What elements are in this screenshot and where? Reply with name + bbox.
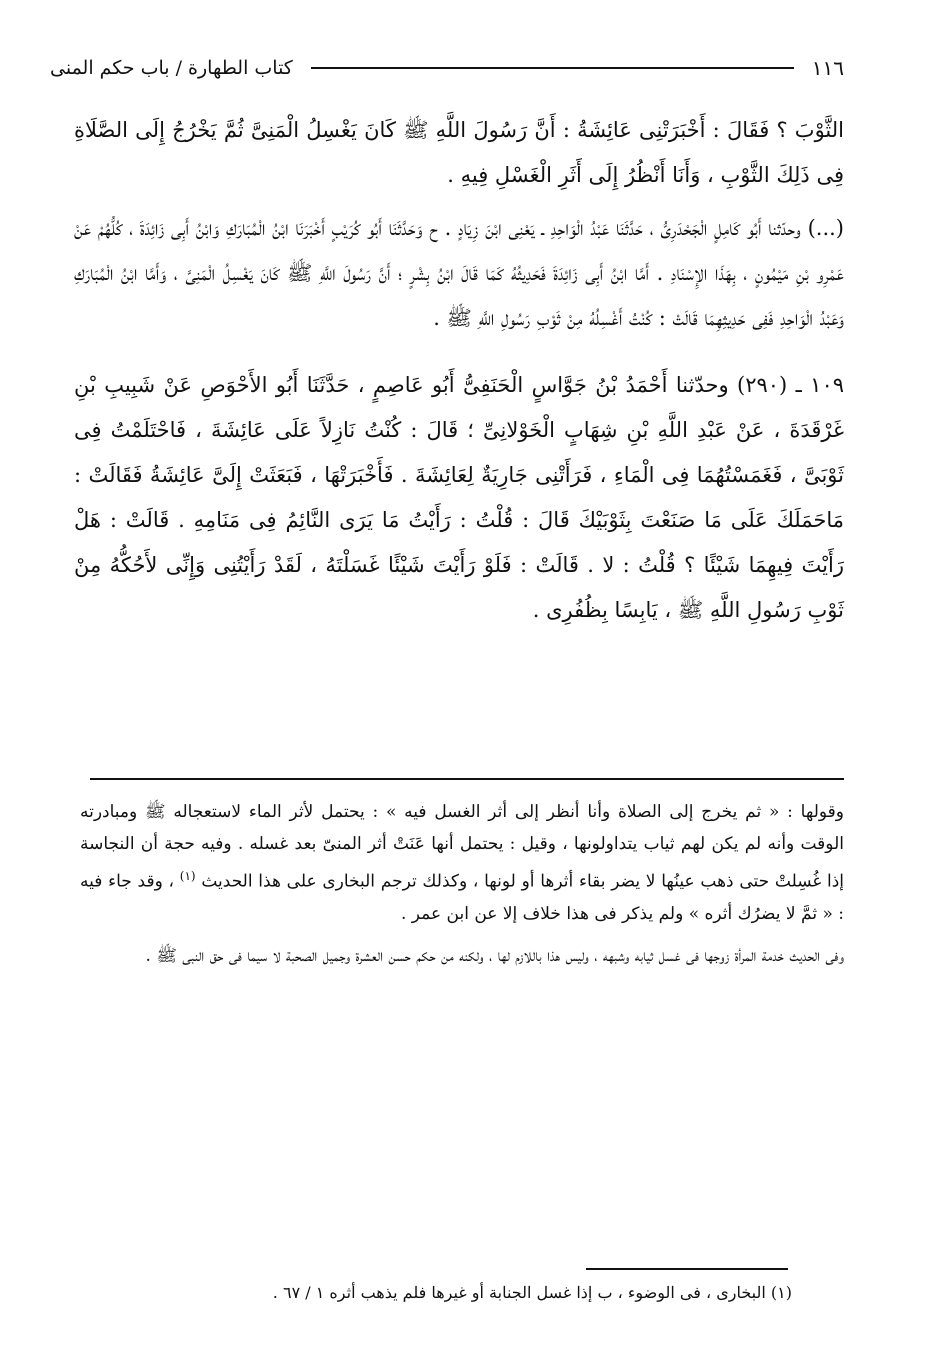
- hadith-text: [74, 108, 844, 633]
- commentary-text: ، وقد جاء فيه : « ثمَّ لا يضرُك أثره » ولم يذكر فى هذا خلاف إلا عن ابن عمر .: [80, 871, 844, 924]
- header-rule: [311, 67, 794, 69]
- commentary: [80, 796, 844, 972]
- footnote-rule: [586, 1268, 788, 1270]
- hadith-paragraph: الثَّوْبَ ؟ فَقَالَ : أَخْبَرَتْنِى عَائِشَةُ : أَنَّ رَسُولَ اللَّهِ ﷺ كَانَ يَغْسِلُ الْمَنِىَّ ثُمَّ يَخْرُجُ إِلَى الصَّلَاةِ فِى ذَلِكَ الثَّوْبِ ، وَأَنَا أَنْظُرُ إِلَى أَثَرِ الْغَسْلِ فِيهِ .: [74, 118, 844, 187]
- hadith-paragraph: (...) وحدّثنا أَبُو كَامِلٍ الْجَحْدَرِىُّ ، حَدَّثَنَا عَبْدُ الْوَاحِدِ ـ يَعْنِى ابْنَ زِيَادٍ . ح وَحَدَّثَنَا أَبُو كُرَيْبٍ أَخْبَرَنَا ابْنُ الْمُبَارَكِ وَابْنُ أَبِى زَائِدَةَ ، كُلُّهُمْ عَنْ عَمْرِو بْنِ مَيْمُونٍ ، بِهَذَا الإِسْنَادِ . أَمَّا ابْنُ أَبِى زَائِدَةَ فَحَدِيثُهُ كَمَا قَالَ ابْنُ بِشْرٍ ؛ أَنَّ رَسُولَ اللَّهِ ﷺ كَانَ يَغْسِلُ الْمَنِىَّ ، وَأَمَّا ابْنُ الْمُبَارَكِ وَعَبْدُ الْوَاحِدِ فَفِى حَدِيثِهِمَا قَالَتْ : كُنْتُ أَغْسِلُهُ مِنْ ثَوْبِ رَسُولِ اللَّهِ ﷺ .: [74, 216, 844, 330]
- commentary-text: وقولها : « ثم يخرج إلى الصلاة وأنا أنظر إلى أثر الغسل فيه » : يحتمل لأثر الماء لاستعجاله ﷺ ومبادرته الوقت وأنه لم يكن لهم ثياب يتداولونها ، وقيل : يحتمل أنها عَنَتْ أثر المنىّ بعد غسله . وفيه حجة أن النجاسة إذا غُسِلتْ حتى ذهب عينُها لا يضر بقاء أثرها أو لونها ، وكذلك ترجم البخارى على هذا الحديث: [80, 802, 845, 892]
- running-header: [50, 48, 844, 88]
- commentary-paragraph: [80, 796, 844, 930]
- chapter-title: كتاب الطهارة / باب حكم المنى: [50, 57, 293, 79]
- hadith-paragraph: ١٠٩ ـ (٢٩٠) وحدّثنا أَحْمَدُ بْنُ جَوَّاسٍ الْحَنَفِىُّ أَبُو عَاصِمٍ ، حَدَّثَنَا أَبُو الأَحْوَصِ عَنْ شَبِيبِ بْنِ غَرْقَدَةَ ، عَنْ عَبْدِ اللَّهِ بْنِ شِهَابٍ الْخَوْلانِىِّ ؛ قَالَ : كُنْتُ نَازِلاً عَلَى عَائِشَةَ ، فَاحْتَلَمْتُ فِى ثَوْبَىَّ ، فَغَمَسْتُهُمَا فِى الْمَاءِ ، فَرَأَتْنِى جَارِيَةٌ لِعَائِشَةَ . فَأَخْبَرَتْهَا ، فَبَعَثَتْ إِلَىَّ عَائِشَةُ فَقَالَتْ : مَاحَمَلَكَ عَلَى مَا صَنَعْتَ بِثَوْبَيْكَ قَالَ : قُلْتُ : رَأَيْتُ مَا يَرَى النَّائِمُ فِى مَنَامِهِ . قَالَتْ : هَلْ رَأَيْتَ فِيهِمَا شَيْئًا ؟ قُلْتُ : لا . قَالَتْ : فَلَوْ رَأَيْتَ شَيْئًا غَسَلْتَهُ ، لَقَدْ رَأَيْتُنِى وَإِنِّى لأَحُكُّهُ مِنْ ثَوْبِ رَسُولِ اللَّهِ ﷺ ، يَابِسًا بِظُفُرِى .: [74, 373, 845, 622]
- commentary-paragraph: وفى الحديث خدمة المرأة زوجها فى غسل ثيابه وشبهه ، وليس هذا باللازم لها ، ولكنه من حكم حسن العشرة وجميل الصحبة لا سيما فى حق النبى ﷺ .: [145, 945, 844, 966]
- footnote-reference: (١): [179, 869, 196, 883]
- commentary-separator: [90, 778, 844, 780]
- page-number: ١١٦: [811, 56, 844, 80]
- footnote: (١) البخارى ، فى الوضوء ، ب إذا غسل الجنابة أو غيرها فلم يذهب أثره ١ / ٦٧ .: [272, 1283, 792, 1302]
